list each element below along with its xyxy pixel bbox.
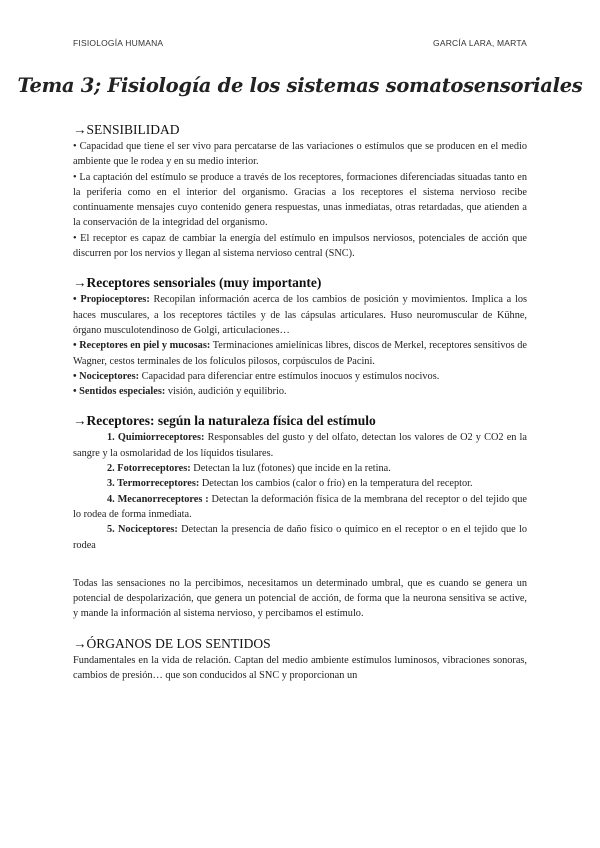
term-quimiorreceptores: 1. Quimiorreceptores: [107, 432, 205, 444]
desc-sentidos-especiales: visión, audición y equilibrio. [165, 386, 287, 398]
term-sentidos-especiales: • Sentidos especiales: [73, 386, 166, 398]
running-header [73, 38, 527, 48]
desc-quimiorreceptores: Responsables del gusto y del olfato, detectan los valores de O2 y CO2 en la sangre y la osmolaridad de los líquidos tisulares. [73, 432, 527, 459]
heading-receptores-sensoriales: →Receptores sensoriales (muy importante) [73, 275, 322, 291]
term-fotorreceptores: 2. Fotorreceptores: [107, 463, 191, 475]
desc-termorreceptores: Detectan los cambios (calor o frío) en la temperatura del receptor. [199, 478, 473, 490]
sensibilidad-bullet-1: • Capacidad que tiene el ser vivo para percatarse de las variaciones o estímulos que se producen en el medio ambiente que le rodea y en su medio interior. [73, 141, 527, 168]
sensoriales-item-3 [73, 369, 527, 384]
naturaleza-item-4 [73, 492, 527, 523]
term-nociceptores: • Nociceptores: [73, 370, 140, 382]
desc-piel-mucosas: Terminaciones amielínicas libres, discos de Merkel, receptores sensitivos de Wagner, cestos terminales de los folículos pilosos, corpúsculos de Pacini. [73, 340, 527, 367]
desc-propioceptores: Recopilan información acerca de los cambios de posición y movimientos. Implica a los haces musculares, a los receptores táctiles y de las cápsulas articulares. Huso neuromuscular de Kühne, órgano musculotendinoso de Golgi, articulaciones… [73, 294, 527, 336]
header-subject: FISIOLOGÍA HUMANA [73, 38, 164, 48]
sensoriales-item-1 [73, 292, 527, 338]
desc-nociceptores-dano: Detectan la presencia de daño físico o químico en el receptor o en el tejido que lo rodea [73, 524, 527, 551]
term-termorreceptores: 3. Termorreceptores: [107, 478, 200, 490]
naturaleza-item-3 [73, 476, 527, 491]
organos-paragraph: Fundamentales en la vida de relación. Captan del medio ambiente estímulos luminosos, vibraciones sonoras, cambios de presión… que son conducidos al SNC y proporcionan un [73, 654, 527, 682]
heading-organos-sentidos: →ÓRGANOS DE LOS SENTIDOS [73, 635, 271, 651]
heading-naturaleza-fisica: →Receptores: según la naturaleza física del estímulo [73, 413, 376, 429]
header-author: GARCÍA LARA, MARTA [433, 38, 527, 48]
heading-sensibilidad: →SENSIBILIDAD [73, 122, 180, 137]
page-title: Tema 3; Fisiología de los sistemas somatosensoriales [17, 74, 583, 97]
term-nociceptores-dano: 5. Nociceptores: [107, 524, 178, 536]
desc-nociceptores: Capacidad para diferenciar entre estímulos inocuos y estímulos nocivos. [139, 370, 440, 382]
desc-fotorreceptores: Detectan la luz (fotones) que incide en la retina. [190, 463, 391, 475]
naturaleza-item-2 [73, 461, 527, 476]
naturaleza-item-5 [73, 522, 527, 553]
umbral-paragraph: Todas las sensaciones no la percibimos, necesitamos un determinado umbral, que es cuando se genera un potencial de despolarización, que genera un potencial de acción, de forma que la neurona sensitiva se active, y mande la información al sistema nervioso, y percibamos el estímulo. [73, 577, 527, 620]
sensoriales-item-4 [73, 384, 527, 399]
desc-mecanorreceptores: Detectan la deformación física de la membrana del receptor o del tejido que lo rodea de forma inmediata. [73, 493, 527, 520]
sensibilidad-bullet-3: • El receptor es capaz de cambiar la energía del estímulo en impulsos nerviosos, potenciales de acción que discurren por los nervios y llegan al sistema nervioso central (SNC). [73, 232, 527, 260]
term-piel-mucosas: • Receptores en piel y mucosas: [73, 340, 211, 352]
sensibilidad-bullet-2: • La captación del estímulo se produce a través de los receptores, formaciones diferenciadas situadas tanto en la periferia como en el interior del organismo. Gracias a los receptores el sistema nervioso recibe continuamente mensajes cuyo contenido genera respuestas, unas inmediatas, otras retardadas, que atienden a la conservación de la integridad del organismo. [73, 171, 527, 229]
document-body [73, 122, 527, 683]
sensoriales-item-2 [73, 338, 527, 369]
term-mecanorreceptores: 4. Mecanorreceptores : [107, 493, 209, 505]
term-propioceptores: • Propioceptores: [73, 294, 150, 306]
naturaleza-item-1 [73, 430, 527, 461]
